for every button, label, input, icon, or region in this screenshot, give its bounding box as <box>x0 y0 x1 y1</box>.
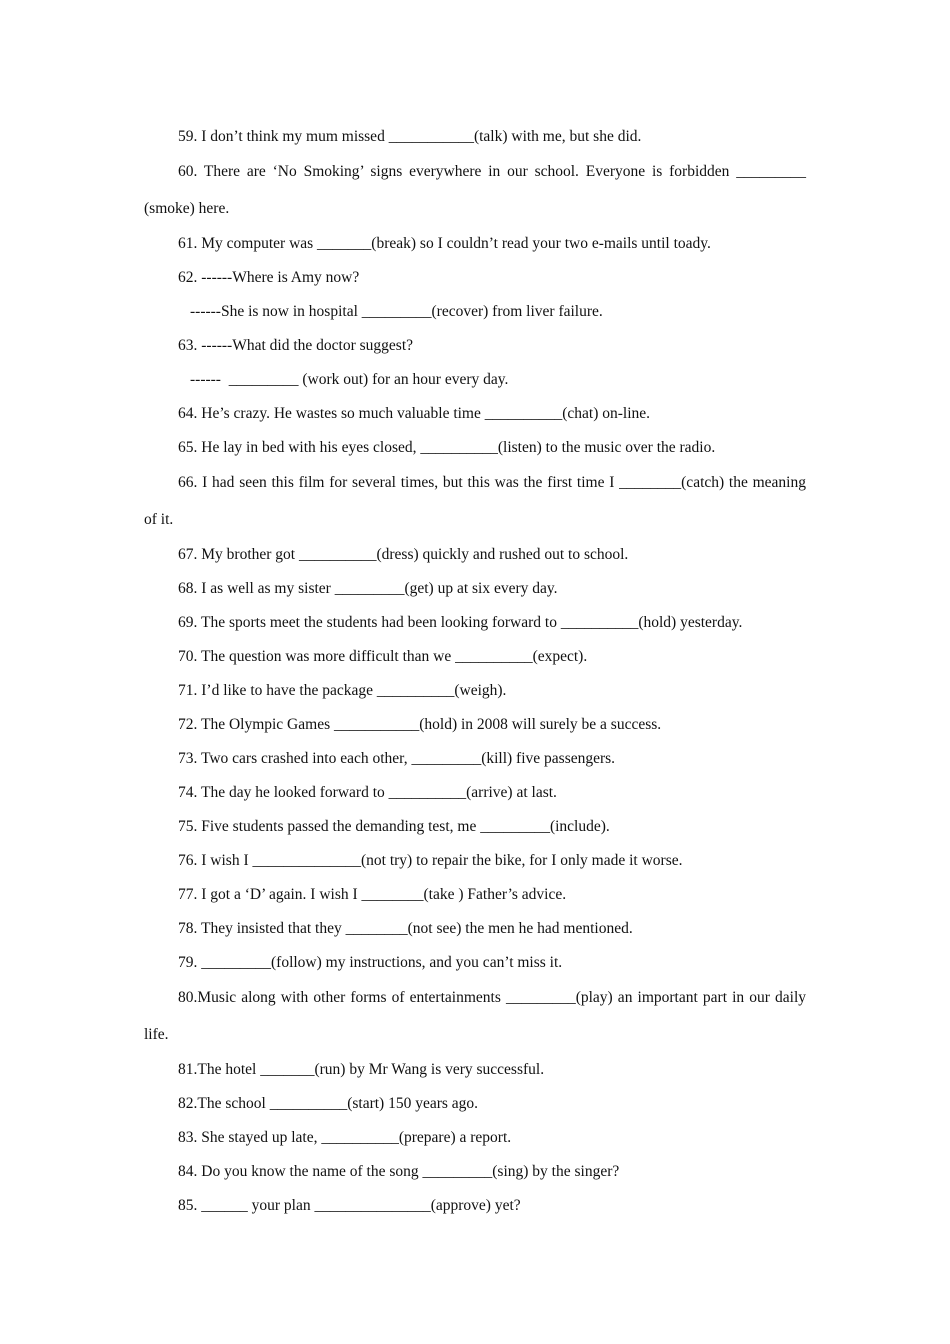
question-67: 67. My brother got __________(dress) quickly and rushed out to school. <box>178 546 629 563</box>
question-81: 81.The hotel _______(run) by Mr Wang is very successful. <box>178 1061 545 1078</box>
question-68: 68. I as well as my sister _________(get) up at six every day. <box>178 580 558 597</box>
question-72: 72. The Olympic Games ___________(hold) in 2008 will surely be a success. <box>178 716 662 733</box>
question-80: 80.Music along with other forms of entertainments _________(play) an important part in our daily life. <box>144 989 810 1043</box>
question-73: 73. Two cars crashed into each other, _________(kill) five passengers. <box>178 750 616 767</box>
question-61: 61. My computer was _______(break) so I couldn’t read your two e-mails until toady. <box>178 235 711 252</box>
question-71: 71. I’d like to have the package __________(weigh). <box>178 682 507 699</box>
question-84: 84. Do you know the name of the song _________(sing) by the singer? <box>178 1163 620 1180</box>
question-70: 70. The question was more difficult than we __________(expect). <box>178 648 588 665</box>
question-77: 77. I got a ‘D’ again. I wish I ________(take ) Father’s advice. <box>178 886 567 903</box>
question-85: 85. ______ your plan _______________(approve) yet? <box>178 1197 521 1214</box>
exercise-list <box>144 120 810 1223</box>
question-74: 74. The day he looked forward to __________(arrive) at last. <box>178 784 557 801</box>
question-76: 76. I wish I ______________(not try) to repair the bike, for I only made it worse. <box>178 852 683 869</box>
question-60: 60. There are ‘No Smoking’ signs everywhere in our school. Everyone is forbidden _________ (smoke) here. <box>144 163 810 217</box>
question-62: 62. ------Where is Amy now? <box>178 269 360 286</box>
question-59: 59. I don’t think my mum missed ___________(talk) with me, but she did. <box>178 128 642 145</box>
question-66: 66. I had seen this film for several times, but this was the first time I ________(catch) the meaning of it. <box>144 474 810 528</box>
question-65: 65. He lay in bed with his eyes closed, __________(listen) to the music over the radio. <box>178 439 716 456</box>
question-78: 78. They insisted that they ________(not see) the men he had mentioned. <box>178 920 633 937</box>
question-63: 63. ------What did the doctor suggest? <box>178 337 414 354</box>
question-83: 83. She stayed up late, __________(prepare) a report. <box>178 1129 512 1146</box>
question-63-reply: ------ _________ (work out) for an hour every day. <box>190 371 509 388</box>
question-69: 69. The sports meet the students had been looking forward to __________(hold) yesterday. <box>178 614 743 631</box>
question-82: 82.The school __________(start) 150 years ago. <box>178 1095 479 1112</box>
question-79: 79. _________(follow) my instructions, and you can’t miss it. <box>178 954 563 971</box>
question-62-reply: ------She is now in hospital _________(recover) from liver failure. <box>190 303 603 320</box>
question-75: 75. Five students passed the demanding test, me _________(include). <box>178 818 610 835</box>
question-64: 64. He’s crazy. He wastes so much valuable time __________(chat) on-line. <box>178 405 651 422</box>
